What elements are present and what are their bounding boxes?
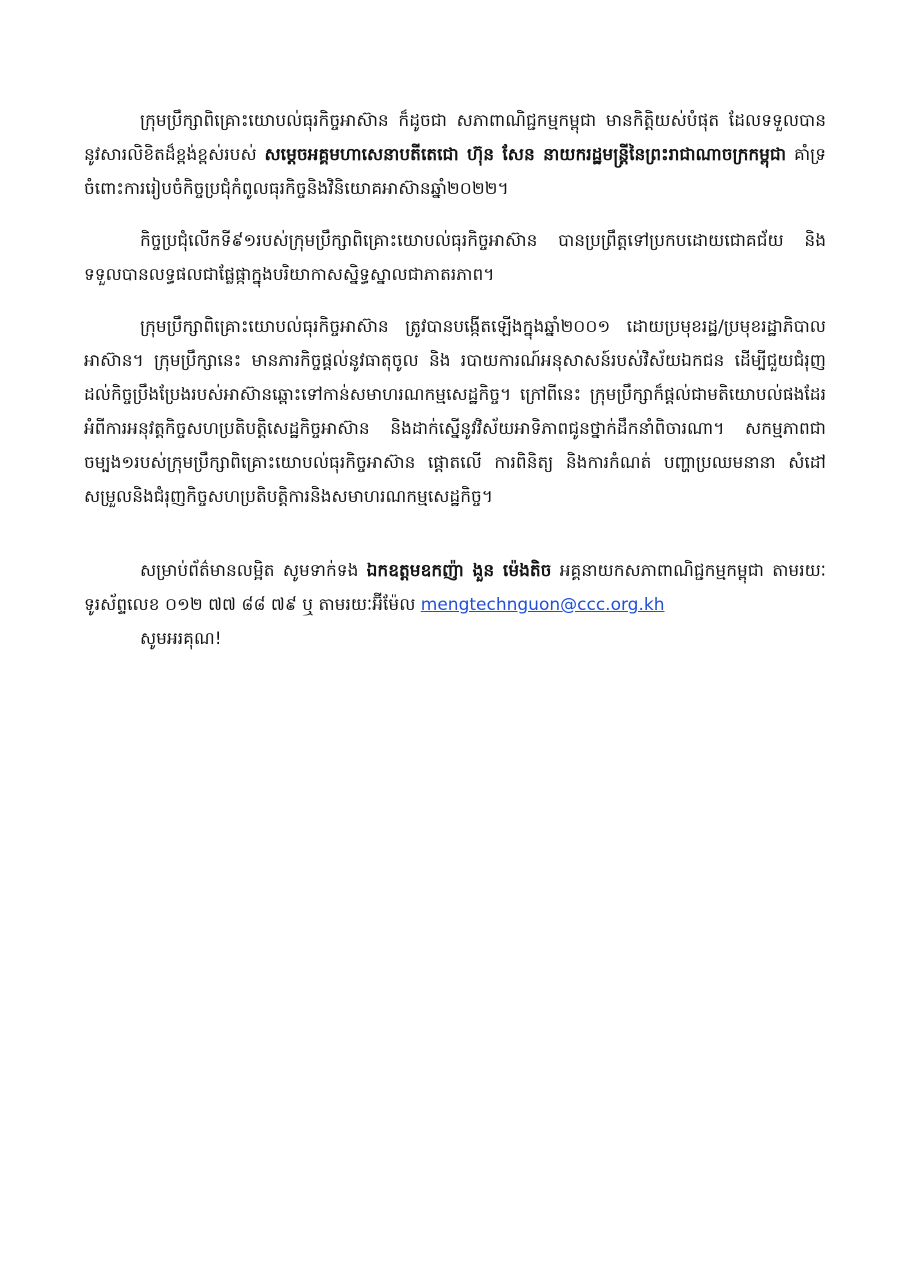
paragraph-endorsement (84, 104, 826, 206)
paragraph-meeting-result (84, 224, 826, 292)
contact-text-middle: អគ្គនាយកសភាពាណិជ្ជកម្មកម្ពុជា តាមរយៈទូរស័ព្ទលេខ ០១២ ៧៧ ៨៨ ៧៩ ឬ តាមរយៈអ៊ីម៉ែល (84, 561, 826, 615)
prime-minister-title: សម្តេចអគ្គមហាសេនាបតីតេជោ ហ៊ុន សែន នាយករដ្ឋមន្រ្តីនៃព្រះរាជាណាចក្រកម្ពុជា (264, 145, 787, 165)
endorsement-text-end: គាំទ្រចំពោះការរៀបចំកិច្ចប្រជុំកំពូលធុរកិច្ចនិងវិនិយោគអាស៊ានឆ្នាំ២០២២។ (84, 145, 826, 199)
paragraph-contact-info (84, 554, 826, 622)
document-body (84, 104, 826, 656)
contact-text-start: សម្រាប់ព័ត៌មានលម្អិត សូមទាក់ទង (140, 561, 367, 581)
meeting-result-text: កិច្ចប្រជុំលើកទី៩១របស់ក្រុមប្រឹក្សាពិគ្រោះយោបល់ធុរកិច្ចអាស៊ាន បានប្រព្រឹត្តទៅប្រកបដោយជោគជ័យ និងទទួលបានលទ្ធផលជាផ្លែផ្កាក្នុងបរិយាកាសស្និទ្ធស្នាលជាភាតរភាព។ (84, 231, 826, 285)
contact-person-name: ឯកឧត្តមឧកញ៉ា ងួន ម៉េងតិច (366, 561, 552, 581)
paragraph-council-background (84, 310, 826, 514)
endorsement-text-start: ក្រុមប្រឹក្សាពិគ្រោះយោបល់ធុរកិច្ចអាស៊ាន ក៏ដូចជា សភាពាណិជ្ជកម្មកម្ពុជា មានកិត្តិយស់បំផុត ដែលទទួលបាននូវសារលិខិតដ៏ខ្ពង់ខ្ពស់របស់ (84, 111, 826, 165)
email-link[interactable]: mengtechnguon@ccc.org.kh (420, 595, 665, 615)
council-background-text: ក្រុមប្រឹក្សាពិគ្រោះយោបល់ធុរកិច្ចអាស៊ាន ត្រូវបានបង្កើតឡើងក្នុងឆ្នាំ២០០១ ដោយប្រមុខរដ្ឋ/ប្រមុខរដ្ឋាភិបាលអាស៊ាន។ ក្រុមប្រឹក្សានេះ មានភារកិច្ចផ្តល់នូវធាតុចូល និង របាយការណ៍អនុសាសន៍របស់វិស័យឯកជន ដើម្បីជួយជំរុញដល់កិច្ចប្រឹងប្រែងរបស់អាស៊ានឆ្ពោះទៅកាន់សមាហរណកម្មសេដ្ឋកិច្ច។ ក្រៅពីនេះ ក្រុមប្រឹក្សាក៏ផ្តល់ជាមតិយោបល់ផងដែរអំពីការអនុវត្តកិច្ចសហប្រតិបត្តិសេដ្ឋកិច្ចអាស៊ាន និងដាក់ស្នើនូវវិស័យអាទិភាពជូនថ្នាក់ដឹកនាំពិចារណា។ សកម្មភាពជាចម្បង១របស់ក្រុមប្រឹក្សាពិគ្រោះយោបល់ធុរកិច្ចអាស៊ាន ផ្តោតលើ ការពិនិត្យ និងការកំណត់ បញ្ហាប្រឈមនានា សំដៅសម្រួលនិងជំរុញកិច្ចសហប្រតិបត្តិការនិងសមាហរណកម្មសេដ្ឋកិច្ច។ (84, 317, 826, 507)
closing-thanks: សូមអរគុណ! (140, 629, 222, 649)
